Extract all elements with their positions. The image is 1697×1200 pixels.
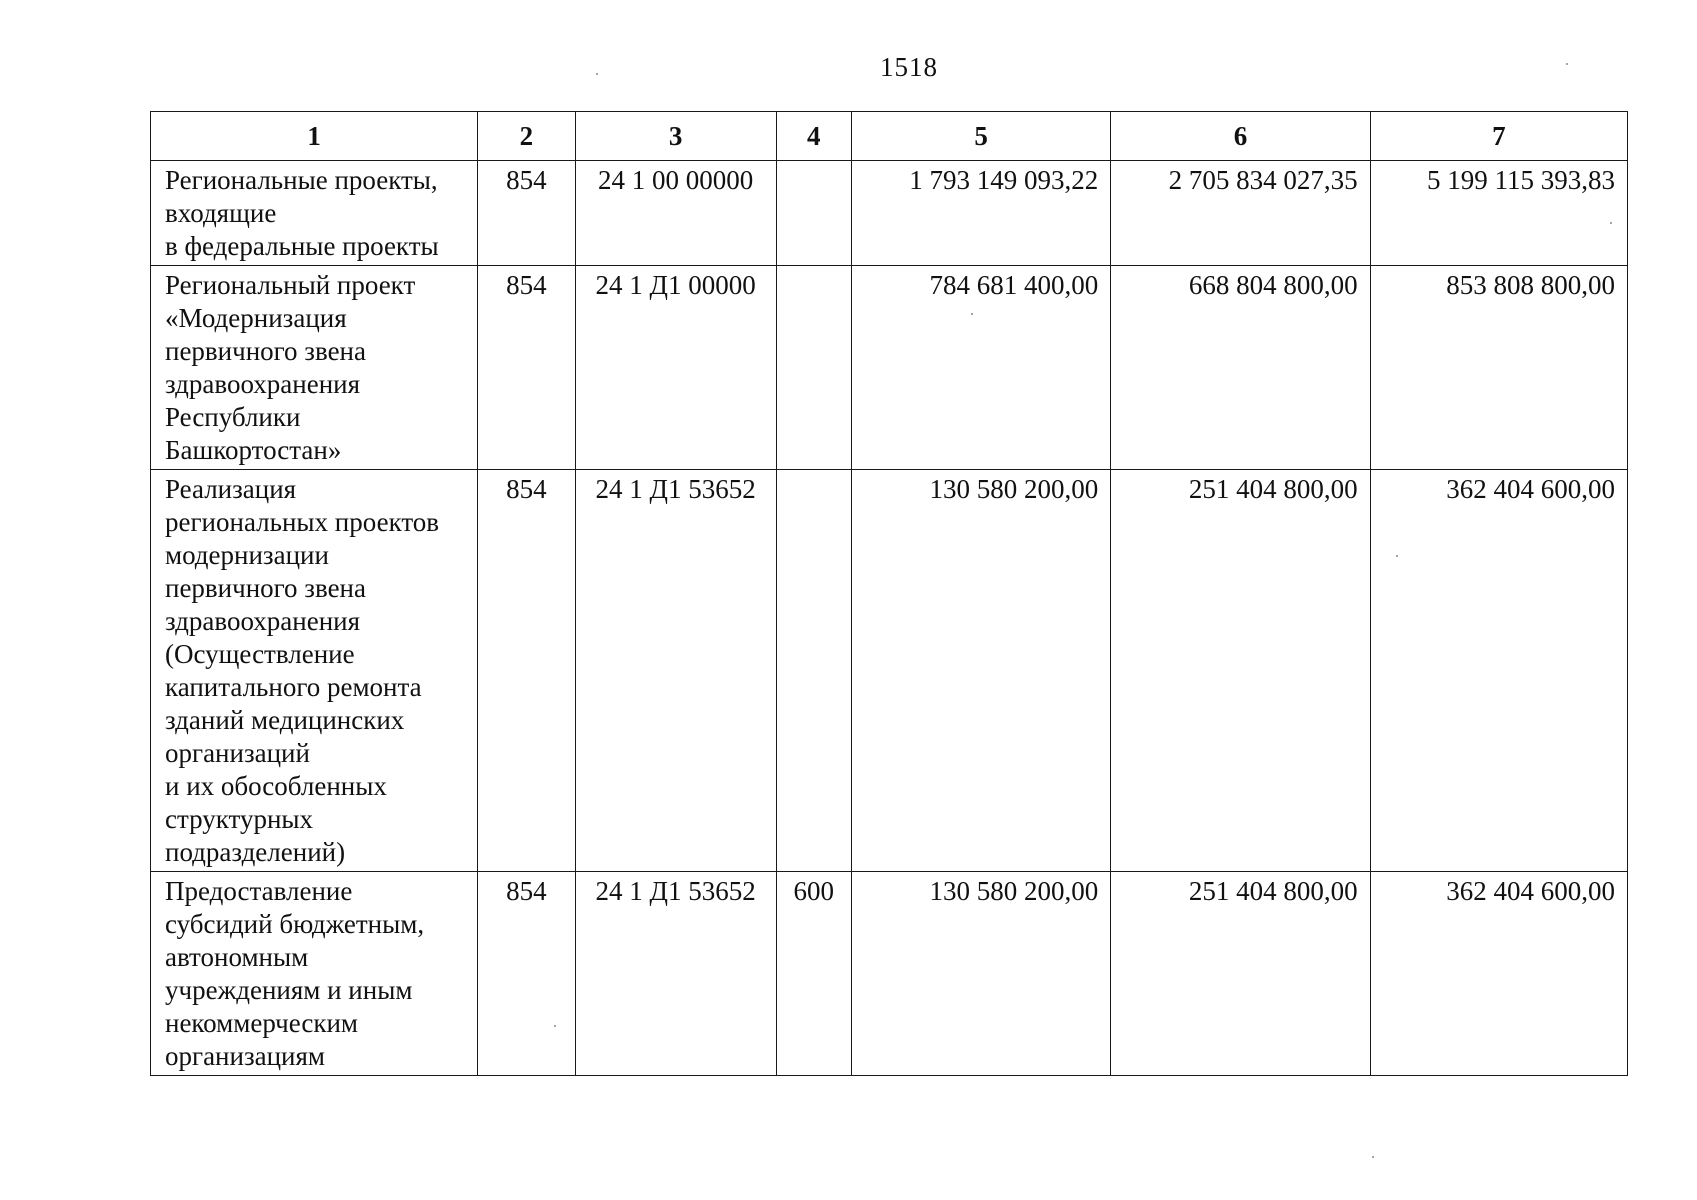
scan-speck <box>1372 1156 1374 1158</box>
amount-cell-2: 251 404 800,00 <box>1111 872 1370 1076</box>
target-code-cell: 24 1 Д1 53652 <box>575 470 776 872</box>
column-header: 7 <box>1370 112 1627 161</box>
amount-cell-3: 362 404 600,00 <box>1370 872 1627 1076</box>
amount-cell-3: 853 808 800,00 <box>1370 266 1627 470</box>
table-row <box>151 266 1628 470</box>
row-name-cell <box>151 161 478 266</box>
target-code-cell: 24 1 Д1 00000 <box>575 266 776 470</box>
expense-type-cell <box>776 161 851 266</box>
table-row <box>151 161 1628 266</box>
amount-cell-1: 784 681 400,00 <box>851 266 1110 470</box>
amount-cell-2: 668 804 800,00 <box>1111 266 1370 470</box>
table-row <box>151 470 1628 872</box>
amount-cell-1: 130 580 200,00 <box>851 872 1110 1076</box>
row-name-cell <box>151 470 478 872</box>
column-header: 4 <box>776 112 851 161</box>
column-header: 3 <box>575 112 776 161</box>
scan-speck <box>1396 555 1398 557</box>
amount-cell-2: 251 404 800,00 <box>1111 470 1370 872</box>
expense-type-cell <box>776 470 851 872</box>
ministry-code-cell: 854 <box>478 470 575 872</box>
column-header: 6 <box>1111 112 1370 161</box>
ministry-code-cell: 854 <box>478 161 575 266</box>
row-name-cell <box>151 872 478 1076</box>
scan-speck <box>596 73 598 75</box>
amount-cell-1: 1 793 149 093,22 <box>851 161 1110 266</box>
column-header: 1 <box>151 112 478 161</box>
row-name: Региональный проект «Модернизация первичного звена здравоохранения Республики Башкортостан» <box>165 270 416 465</box>
target-code-cell: 24 1 Д1 53652 <box>575 872 776 1076</box>
page-number-container <box>0 52 1697 92</box>
column-header: 5 <box>851 112 1110 161</box>
expense-type-cell: 600 <box>776 872 851 1076</box>
scan-speck <box>971 313 973 315</box>
table-row <box>151 872 1628 1076</box>
row-name: Предоставление субсидий бюджетным, автономным учреждениям и иным некоммерческим организациям <box>165 876 425 1071</box>
expense-type-cell <box>776 266 851 470</box>
amount-cell-3: 5 199 115 393,83 <box>1370 161 1627 266</box>
scan-speck <box>1610 222 1612 224</box>
scan-speck <box>1566 63 1568 65</box>
budget-table <box>150 111 1628 1076</box>
amount-cell-3: 362 404 600,00 <box>1370 470 1627 872</box>
row-name: Реализация региональных проектов модернизации первичного звена здравоохранения (Осуществление капитального ремонта зданий медицинских организаций и их обособленных структурных подразделений) <box>165 474 440 867</box>
row-name: Региональные проекты, входящие в федеральные проекты <box>165 165 439 261</box>
table-header-row <box>151 112 1628 161</box>
amount-cell-1: 130 580 200,00 <box>851 470 1110 872</box>
row-name-cell <box>151 266 478 470</box>
column-header: 2 <box>478 112 575 161</box>
ministry-code-cell: 854 <box>478 872 575 1076</box>
scan-speck <box>554 1025 556 1027</box>
ministry-code-cell: 854 <box>478 266 575 470</box>
page-number: 1518 <box>880 52 938 82</box>
amount-cell-2: 2 705 834 027,35 <box>1111 161 1370 266</box>
target-code-cell: 24 1 00 00000 <box>575 161 776 266</box>
